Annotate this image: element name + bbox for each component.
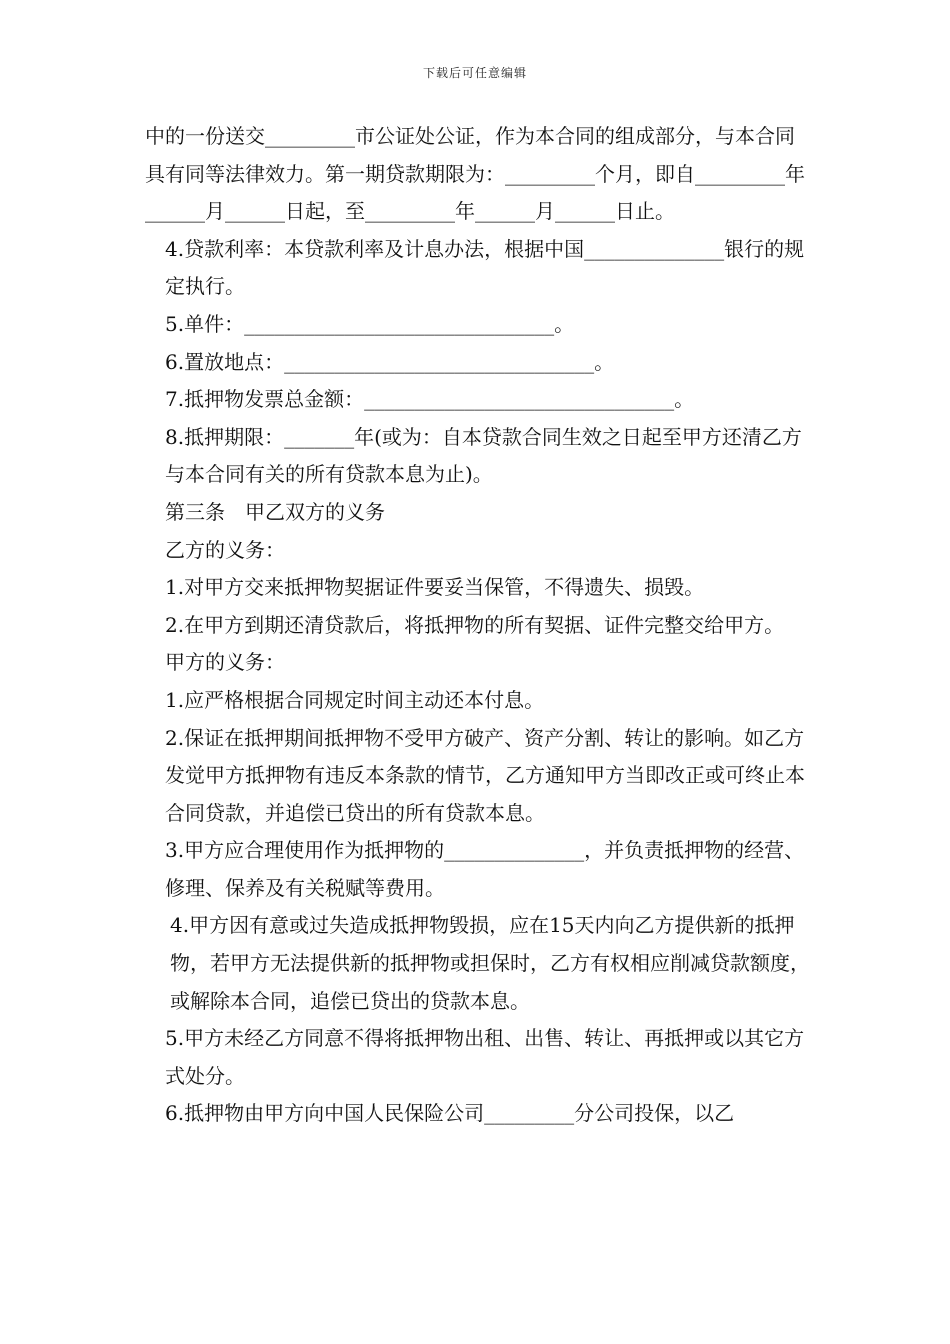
section-heading-article-3: 第三条 甲乙双方的义务 xyxy=(165,499,385,524)
paragraph-mortgage-term: 8.抵押期限：_______年(或为：自本贷款合同生效之日起至甲方还清乙方与本合同有关的所有贷款本息为止)。 xyxy=(165,424,802,487)
paragraph-interest-rate: 4.贷款利率：本贷款利率及计息办法，根据中国______________银行的规定执行。 xyxy=(165,236,805,299)
party-b-obligations-heading: 乙方的义务： xyxy=(165,537,285,562)
party-a-obligation-1: 1.应严格根据合同规定时间主动还本付息。 xyxy=(165,687,545,712)
paragraph-loan-term: 中的一份送交_________市公证处公证，作为本合同的组成部分，与本合同具有同等法律效力。第一期贷款期限为：_________个月，即自_________年______月______日起，至_________年______月______日止。 xyxy=(145,124,805,224)
party-a-obligations-heading: 甲方的义务： xyxy=(165,650,285,675)
document-body xyxy=(145,118,810,1133)
party-a-obligation-2: 2.保证在抵押期间抵押物不受甲方破产、资产分割、转让的影响。如乙方发觉甲方抵押物有违反本条款的情节，乙方通知甲方当即改正或可终止本合同贷款，并追偿已贷出的所有贷款本息。 xyxy=(165,725,805,825)
paragraph-invoice-amount: 7.抵押物发票总金额：_______________________________。 xyxy=(165,387,695,412)
page-header: 下载后可任意编辑 xyxy=(422,66,527,80)
party-b-obligation-2: 2.在甲方到期还清贷款后，将抵押物的所有契据、证件完整交给甲方。 xyxy=(165,612,785,637)
party-a-obligation-4: 4.甲方因有意或过失造成抵押物毁损，应在15天内向乙方提供新的抵押物，若甲方无法提供新的抵押物或担保时，乙方有权相应削减贷款额度，或解除本合同，追偿已贷出的贷款本息。 xyxy=(170,913,810,1013)
party-a-obligation-3: 3.甲方应合理使用作为抵押物的______________，并负责抵押物的经营、修理、保养及有关税赋等费用。 xyxy=(165,838,805,900)
party-b-obligation-1: 1.对甲方交来抵押物契据证件要妥当保管，不得遗失、损毁。 xyxy=(165,575,705,600)
paragraph-location: 6.置放地点：_______________________________。 xyxy=(165,349,615,374)
party-a-obligation-6: 6.抵押物由甲方向中国人民保险公司_________分公司投保，以乙 xyxy=(165,1101,735,1126)
paragraph-item: 5.单件：_______________________________。 xyxy=(165,311,575,336)
party-a-obligation-5: 5.甲方未经乙方同意不得将抵押物出租、出售、转让、再抵押或以其它方式处分。 xyxy=(165,1026,805,1088)
